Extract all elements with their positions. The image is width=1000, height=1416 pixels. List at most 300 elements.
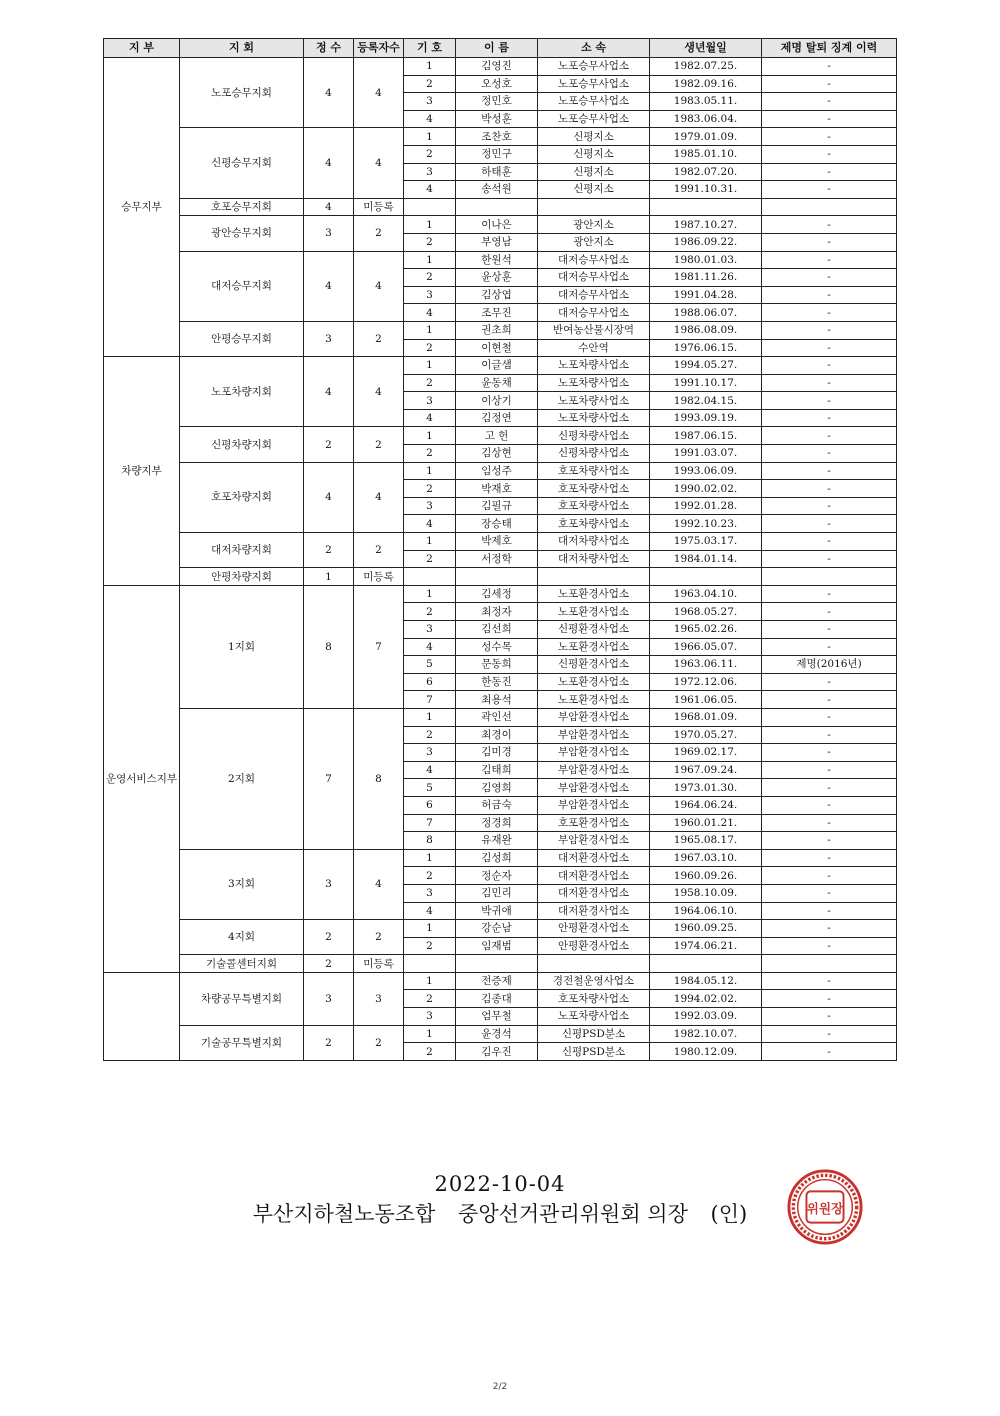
affiliation-cell: 대저환경사업소 <box>538 902 650 920</box>
affiliation-cell: 광안지소 <box>538 233 650 251</box>
affiliation-cell: 신평PSD분소 <box>538 1025 650 1043</box>
number-cell: 3 <box>404 497 456 515</box>
name-cell: 장승태 <box>456 515 538 533</box>
birthdate-cell: 1968.05.27. <box>650 603 762 621</box>
col-birthdate-header: 생년월일 <box>650 39 762 58</box>
registered-cell: 4 <box>354 849 404 919</box>
birthdate-cell: 1990.02.02. <box>650 480 762 498</box>
number-cell: 2 <box>404 867 456 885</box>
table-row <box>104 58 897 76</box>
history-cell: - <box>762 233 897 251</box>
birthdate-cell: 1986.08.09. <box>650 321 762 339</box>
name-cell: 곽인선 <box>456 708 538 726</box>
affiliation-cell: 호포차량사업소 <box>538 515 650 533</box>
affiliation-cell: 노포환경사업소 <box>538 603 650 621</box>
history-cell: - <box>762 937 897 955</box>
history-cell: - <box>762 796 897 814</box>
birthdate-cell: 1966.05.07. <box>650 638 762 656</box>
birthdate-cell: 1963.06.11. <box>650 656 762 674</box>
registered-cell: 미등록 <box>354 568 404 586</box>
registered-cell: 8 <box>354 708 404 849</box>
affiliation-cell: 노포차량사업소 <box>538 392 650 410</box>
page-number: 2/2 <box>492 1382 508 1392</box>
affiliation-cell: 신평지소 <box>538 163 650 181</box>
birthdate-cell: 1992.10.23. <box>650 515 762 533</box>
chapter-cell: 차량공무특별지회 <box>180 972 304 1025</box>
birthdate-cell: 1983.05.11. <box>650 93 762 111</box>
affiliation-cell: 광안지소 <box>538 216 650 234</box>
number-cell: 7 <box>404 691 456 709</box>
committee-title: 중앙선거관리위원회 의장 <box>458 1202 688 1226</box>
quota-cell: 2 <box>304 533 354 568</box>
number-cell: 4 <box>404 409 456 427</box>
affiliation-cell: 신평환경사업소 <box>538 656 650 674</box>
affiliation-cell: 노포승무사업소 <box>538 93 650 111</box>
branch-cell: 승무지부 <box>104 58 180 357</box>
name-cell <box>456 955 538 973</box>
affiliation-cell: 경전철운영사업소 <box>538 972 650 990</box>
table-row <box>104 216 897 234</box>
birthdate-cell: 1965.02.26. <box>650 621 762 639</box>
birthdate-cell: 1960.01.21. <box>650 814 762 832</box>
birthdate-cell <box>650 955 762 973</box>
affiliation-cell: 신평지소 <box>538 128 650 146</box>
history-cell: - <box>762 814 897 832</box>
name-cell: 최용석 <box>456 691 538 709</box>
table-row <box>104 585 897 603</box>
quota-cell: 2 <box>304 955 354 973</box>
history-cell: - <box>762 357 897 375</box>
name-cell: 김영희 <box>456 779 538 797</box>
name-cell: 임성주 <box>456 462 538 480</box>
history-cell: - <box>762 427 897 445</box>
name-cell: 최정자 <box>456 603 538 621</box>
registered-cell: 4 <box>354 251 404 321</box>
number-cell: 1 <box>404 708 456 726</box>
name-cell: 조무진 <box>456 304 538 322</box>
history-cell: - <box>762 1043 897 1061</box>
number-cell: 1 <box>404 216 456 234</box>
registered-cell: 4 <box>354 357 404 427</box>
affiliation-cell: 반여농산물시장역 <box>538 321 650 339</box>
birthdate-cell: 1958.10.09. <box>650 884 762 902</box>
candidate-table <box>103 38 897 1061</box>
history-cell: - <box>762 497 897 515</box>
number-cell: 2 <box>404 445 456 463</box>
birthdate-cell: 1982.07.20. <box>650 163 762 181</box>
chapter-cell: 호포차량지회 <box>180 462 304 532</box>
affiliation-cell: 호포차량사업소 <box>538 990 650 1008</box>
history-cell: - <box>762 251 897 269</box>
number-cell <box>404 568 456 586</box>
name-cell: 김태희 <box>456 761 538 779</box>
name-cell: 박제호 <box>456 533 538 551</box>
history-cell: - <box>762 867 897 885</box>
birthdate-cell: 1960.09.25. <box>650 920 762 938</box>
history-cell: - <box>762 1025 897 1043</box>
quota-cell: 3 <box>304 321 354 356</box>
affiliation-cell <box>538 198 650 216</box>
name-cell: 문동희 <box>456 656 538 674</box>
number-cell: 1 <box>404 427 456 445</box>
affiliation-cell: 노포환경사업소 <box>538 585 650 603</box>
official-seal-icon <box>786 1168 864 1246</box>
affiliation-cell: 대저환경사업소 <box>538 867 650 885</box>
registered-cell: 2 <box>354 427 404 462</box>
history-cell: - <box>762 673 897 691</box>
name-cell: 김우진 <box>456 1043 538 1061</box>
history-cell: - <box>762 902 897 920</box>
history-cell: - <box>762 409 897 427</box>
number-cell <box>404 198 456 216</box>
chapter-cell: 호포승무지회 <box>180 198 304 216</box>
history-cell: - <box>762 480 897 498</box>
birthdate-cell: 1991.10.31. <box>650 181 762 199</box>
number-cell: 2 <box>404 550 456 568</box>
name-cell: 윤상훈 <box>456 269 538 287</box>
quota-cell: 4 <box>304 357 354 427</box>
history-cell <box>762 568 897 586</box>
birthdate-cell: 1972.12.06. <box>650 673 762 691</box>
birthdate-cell: 1967.09.24. <box>650 761 762 779</box>
birthdate-cell: 1984.05.12. <box>650 972 762 990</box>
col-affiliation-header: 소 속 <box>538 39 650 58</box>
birthdate-cell: 1984.01.14. <box>650 550 762 568</box>
chapter-cell: 3지회 <box>180 849 304 919</box>
chapter-cell: 대저승무지회 <box>180 251 304 321</box>
history-cell: - <box>762 145 897 163</box>
number-cell: 6 <box>404 673 456 691</box>
number-cell: 1 <box>404 849 456 867</box>
number-cell: 1 <box>404 128 456 146</box>
name-cell: 김성희 <box>456 849 538 867</box>
history-cell: - <box>762 972 897 990</box>
number-cell: 1 <box>404 585 456 603</box>
number-cell: 1 <box>404 972 456 990</box>
name-cell: 이나은 <box>456 216 538 234</box>
chapter-cell: 광안승무지회 <box>180 216 304 251</box>
birthdate-cell: 1985.01.10. <box>650 145 762 163</box>
number-cell: 4 <box>404 638 456 656</box>
history-cell: - <box>762 515 897 533</box>
affiliation-cell: 부암환경사업소 <box>538 744 650 762</box>
table-row <box>104 708 897 726</box>
history-cell: - <box>762 1008 897 1026</box>
history-cell: - <box>762 304 897 322</box>
birthdate-cell: 1965.08.17. <box>650 832 762 850</box>
col-branch-header: 지 부 <box>104 39 180 58</box>
birthdate-cell: 1992.01.28. <box>650 497 762 515</box>
birthdate-cell: 1975.03.17. <box>650 533 762 551</box>
table-row <box>104 849 897 867</box>
affiliation-cell: 노포차량사업소 <box>538 409 650 427</box>
number-cell: 5 <box>404 779 456 797</box>
name-cell: 정경희 <box>456 814 538 832</box>
name-cell: 윤동채 <box>456 374 538 392</box>
number-cell: 2 <box>404 374 456 392</box>
affiliation-cell: 신평지소 <box>538 145 650 163</box>
history-cell: - <box>762 621 897 639</box>
history-cell: - <box>762 638 897 656</box>
affiliation-cell: 대저차량사업소 <box>538 550 650 568</box>
registered-cell: 2 <box>354 533 404 568</box>
affiliation-cell: 노포차량사업소 <box>538 357 650 375</box>
affiliation-cell: 대저환경사업소 <box>538 884 650 902</box>
birthdate-cell: 1963.04.10. <box>650 585 762 603</box>
number-cell: 3 <box>404 744 456 762</box>
name-cell: 김상현 <box>456 445 538 463</box>
name-cell: 이상기 <box>456 392 538 410</box>
number-cell: 1 <box>404 357 456 375</box>
quota-cell: 2 <box>304 1025 354 1060</box>
history-cell: - <box>762 75 897 93</box>
affiliation-cell: 노포승무사업소 <box>538 58 650 76</box>
chapter-cell: 안평차량지회 <box>180 568 304 586</box>
history-cell: - <box>762 990 897 1008</box>
number-cell: 2 <box>404 937 456 955</box>
history-cell: - <box>762 884 897 902</box>
history-cell: - <box>762 392 897 410</box>
birthdate-cell: 1979.01.09. <box>650 128 762 146</box>
quota-cell: 2 <box>304 920 354 955</box>
name-cell: 박귀애 <box>456 902 538 920</box>
number-cell: 1 <box>404 462 456 480</box>
col-name-header: 이 름 <box>456 39 538 58</box>
name-cell: 조찬호 <box>456 128 538 146</box>
number-cell: 3 <box>404 1008 456 1026</box>
history-cell: - <box>762 550 897 568</box>
registered-cell: 4 <box>354 462 404 532</box>
number-cell: 4 <box>404 304 456 322</box>
name-cell: 한원석 <box>456 251 538 269</box>
number-cell: 1 <box>404 58 456 76</box>
history-cell: - <box>762 832 897 850</box>
birthdate-cell: 1983.06.04. <box>650 110 762 128</box>
affiliation-cell: 신평환경사업소 <box>538 621 650 639</box>
birthdate-cell: 1964.06.24. <box>650 796 762 814</box>
number-cell: 4 <box>404 110 456 128</box>
name-cell: 유재완 <box>456 832 538 850</box>
affiliation-cell: 노포승무사업소 <box>538 110 650 128</box>
birthdate-cell: 1968.01.09. <box>650 708 762 726</box>
name-cell: 이글샘 <box>456 357 538 375</box>
name-cell: 엄무철 <box>456 1008 538 1026</box>
number-cell: 3 <box>404 163 456 181</box>
history-cell: - <box>762 128 897 146</box>
affiliation-cell: 노포환경사업소 <box>538 673 650 691</box>
birthdate-cell: 1993.09.19. <box>650 409 762 427</box>
chapter-cell: 안평승무지회 <box>180 321 304 356</box>
affiliation-cell: 신평차량사업소 <box>538 445 650 463</box>
document-date: 2022-10-04 <box>434 1172 566 1196</box>
affiliation-cell: 노포차량사업소 <box>538 1008 650 1026</box>
quota-cell: 4 <box>304 251 354 321</box>
name-cell: 김필규 <box>456 497 538 515</box>
history-cell: - <box>762 163 897 181</box>
name-cell: 김세정 <box>456 585 538 603</box>
history-cell: - <box>762 585 897 603</box>
affiliation-cell: 대저승무사업소 <box>538 286 650 304</box>
birthdate-cell: 1994.05.27. <box>650 357 762 375</box>
birthdate-cell: 1982.10.07. <box>650 1025 762 1043</box>
name-cell: 김선희 <box>456 621 538 639</box>
birthdate-cell: 1960.09.26. <box>650 867 762 885</box>
number-cell: 2 <box>404 990 456 1008</box>
affiliation-cell: 신평차량사업소 <box>538 427 650 445</box>
birthdate-cell: 1976.06.15. <box>650 339 762 357</box>
affiliation-cell: 호포차량사업소 <box>538 462 650 480</box>
history-cell: - <box>762 779 897 797</box>
name-cell: 강순남 <box>456 920 538 938</box>
table-row <box>104 251 897 269</box>
affiliation-cell: 신평지소 <box>538 181 650 199</box>
number-cell: 4 <box>404 181 456 199</box>
number-cell: 4 <box>404 515 456 533</box>
chapter-cell: 기술콜센터지회 <box>180 955 304 973</box>
quota-cell: 8 <box>304 585 354 708</box>
number-cell: 3 <box>404 286 456 304</box>
history-cell: - <box>762 321 897 339</box>
registered-cell: 2 <box>354 920 404 955</box>
registered-cell: 2 <box>354 216 404 251</box>
birthdate-cell: 1970.05.27. <box>650 726 762 744</box>
birthdate-cell: 1967.03.10. <box>650 849 762 867</box>
history-cell: - <box>762 920 897 938</box>
name-cell: 이현철 <box>456 339 538 357</box>
birthdate-cell: 1961.06.05. <box>650 691 762 709</box>
birthdate-cell: 1964.06.10. <box>650 902 762 920</box>
affiliation-cell: 신평PSD분소 <box>538 1043 650 1061</box>
name-cell: 최경이 <box>456 726 538 744</box>
affiliation-cell: 대저승무사업소 <box>538 251 650 269</box>
name-cell: 송석원 <box>456 181 538 199</box>
name-cell: 김상엽 <box>456 286 538 304</box>
name-cell: 전증제 <box>456 972 538 990</box>
number-cell: 2 <box>404 1043 456 1061</box>
affiliation-cell: 부암환경사업소 <box>538 761 650 779</box>
affiliation-cell: 대저차량사업소 <box>538 533 650 551</box>
chapter-cell: 신평차량지회 <box>180 427 304 462</box>
name-cell: 허금숙 <box>456 796 538 814</box>
col-chapter-header: 지 회 <box>180 39 304 58</box>
registered-cell: 미등록 <box>354 198 404 216</box>
table-row <box>104 462 897 480</box>
quota-cell: 3 <box>304 849 354 919</box>
name-cell <box>456 198 538 216</box>
history-cell <box>762 198 897 216</box>
affiliation-cell: 안평환경사업소 <box>538 937 650 955</box>
affiliation-cell: 호포차량사업소 <box>538 480 650 498</box>
history-cell: 제명(2016년) <box>762 656 897 674</box>
organization-name: 부산지하철노동조합 <box>252 1202 436 1226</box>
quota-cell: 2 <box>304 427 354 462</box>
history-cell: - <box>762 462 897 480</box>
branch-cell: 운영서비스지부 <box>104 585 180 972</box>
number-cell: 4 <box>404 761 456 779</box>
affiliation-cell: 부암환경사업소 <box>538 708 650 726</box>
name-cell: 오성호 <box>456 75 538 93</box>
quota-cell: 7 <box>304 708 354 849</box>
birthdate-cell: 1988.06.07. <box>650 304 762 322</box>
chapter-cell: 대저차량지회 <box>180 533 304 568</box>
table-body <box>104 58 897 1061</box>
table-row <box>104 357 897 375</box>
number-cell: 2 <box>404 480 456 498</box>
registered-cell: 7 <box>354 585 404 708</box>
affiliation-cell: 부암환경사업소 <box>538 726 650 744</box>
number-cell: 1 <box>404 251 456 269</box>
col-quota-header: 정 수 <box>304 39 354 58</box>
affiliation-cell: 수안역 <box>538 339 650 357</box>
number-cell: 1 <box>404 920 456 938</box>
registered-cell: 4 <box>354 128 404 198</box>
birthdate-cell: 1982.07.25. <box>650 58 762 76</box>
number-cell: 2 <box>404 269 456 287</box>
affiliation-cell: 노포환경사업소 <box>538 691 650 709</box>
affiliation-cell: 대저승무사업소 <box>538 269 650 287</box>
number-cell: 3 <box>404 392 456 410</box>
name-cell: 정민구 <box>456 145 538 163</box>
number-cell: 8 <box>404 832 456 850</box>
chapter-cell: 2지회 <box>180 708 304 849</box>
chapter-cell: 노포승무지회 <box>180 58 304 128</box>
table-row <box>104 427 897 445</box>
history-cell: - <box>762 93 897 111</box>
history-cell: - <box>762 181 897 199</box>
header-row <box>104 39 897 58</box>
affiliation-cell: 대저승무사업소 <box>538 304 650 322</box>
name-cell: 임재범 <box>456 937 538 955</box>
birthdate-cell: 1973.01.30. <box>650 779 762 797</box>
history-cell: - <box>762 58 897 76</box>
col-history-header: 제명 탈퇴 징계 이력 <box>762 39 897 58</box>
name-cell: 김정연 <box>456 409 538 427</box>
name-cell: 하태훈 <box>456 163 538 181</box>
history-cell: - <box>762 216 897 234</box>
name-cell: 성수목 <box>456 638 538 656</box>
history-cell: - <box>762 286 897 304</box>
name-cell: 고 헌 <box>456 427 538 445</box>
number-cell: 6 <box>404 796 456 814</box>
branch-cell <box>104 972 180 1060</box>
name-cell: 김민리 <box>456 884 538 902</box>
chapter-cell: 노포차량지회 <box>180 357 304 427</box>
name-cell: 정순자 <box>456 867 538 885</box>
number-cell: 5 <box>404 656 456 674</box>
history-cell <box>762 955 897 973</box>
birthdate-cell: 1986.09.22. <box>650 233 762 251</box>
chapter-cell: 4지회 <box>180 920 304 955</box>
table-row <box>104 1025 897 1043</box>
affiliation-cell: 대저환경사업소 <box>538 849 650 867</box>
name-cell: 김영진 <box>456 58 538 76</box>
quota-cell: 4 <box>304 198 354 216</box>
table-row <box>104 198 897 216</box>
number-cell: 3 <box>404 93 456 111</box>
table-row <box>104 972 897 990</box>
number-cell: 1 <box>404 1025 456 1043</box>
history-cell: - <box>762 691 897 709</box>
birthdate-cell: 1981.11.26. <box>650 269 762 287</box>
birthdate-cell: 1980.01.03. <box>650 251 762 269</box>
birthdate-cell: 1991.03.07. <box>650 445 762 463</box>
table-row <box>104 955 897 973</box>
birthdate-cell: 1969.02.17. <box>650 744 762 762</box>
number-cell: 2 <box>404 233 456 251</box>
col-registered-header: 등록자수 <box>354 39 404 58</box>
chapter-cell: 기술공무특별지회 <box>180 1025 304 1060</box>
name-cell: 박성훈 <box>456 110 538 128</box>
